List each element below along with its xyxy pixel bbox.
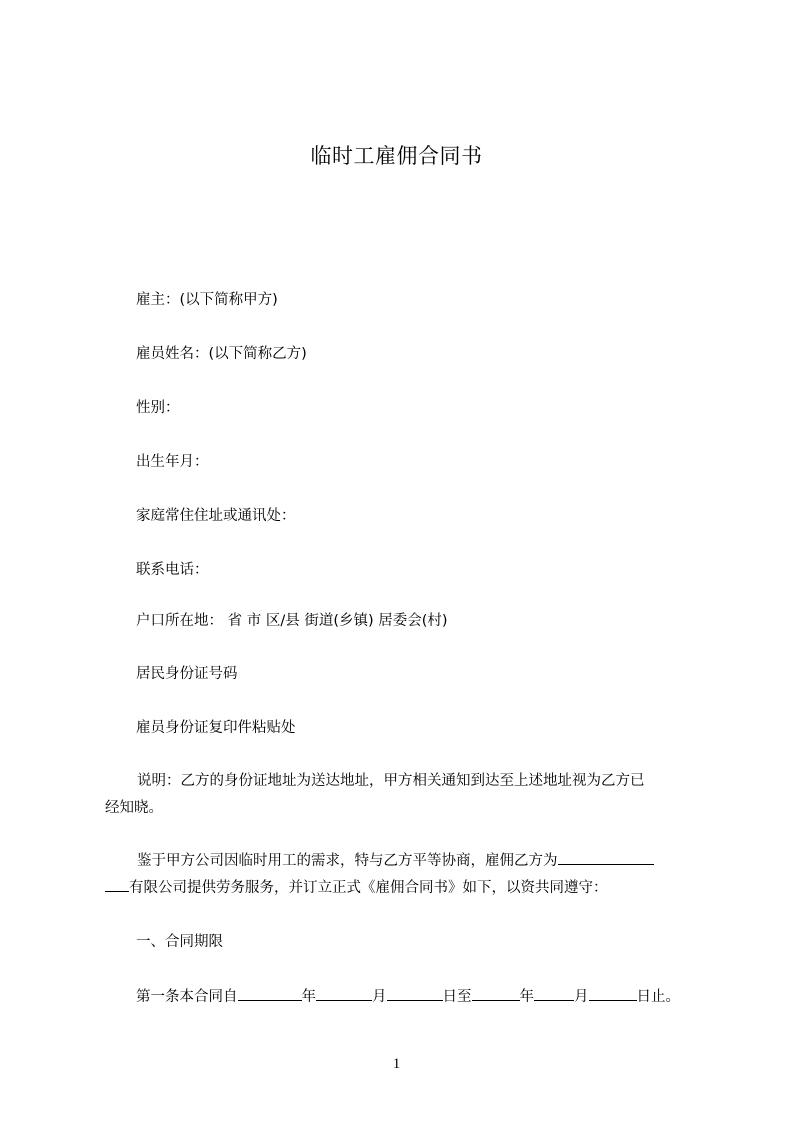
note-line-1: 说明：乙方的身份证地址为送达地址，甲方相关通知到达至上述地址视为乙方已 bbox=[137, 773, 645, 789]
preamble-text-1: 鉴于甲方公司因临时用工的需求，特与乙方平等协商，雇佣乙方为 bbox=[137, 853, 558, 869]
field-id-number: 居民身份证号码 bbox=[136, 666, 238, 682]
field-household-registration: 户口所在地： 省 市 区/县 街道(乡镇) 居委会(村) bbox=[136, 613, 448, 629]
field-home-address: 家庭常住住址或通讯处： bbox=[136, 508, 296, 524]
preamble-line-1 bbox=[105, 848, 705, 875]
article-1-day-end: 日止。 bbox=[636, 989, 680, 1005]
field-birth-date: 出生年月： bbox=[136, 454, 209, 470]
blank-start-day bbox=[387, 986, 443, 1001]
blank-company-name-cont bbox=[105, 877, 129, 892]
article-1-prefix: 第一条本合同自 bbox=[136, 989, 238, 1005]
field-gender: 性别： bbox=[136, 400, 180, 416]
note-paragraph bbox=[105, 768, 705, 822]
blank-company-name bbox=[558, 850, 654, 865]
field-employer: 雇主：(以下简称甲方) bbox=[136, 292, 278, 308]
preamble-text-2: 有限公司提供劳务服务，并订立正式《雇佣合同书》如下，以资共同遵守： bbox=[129, 880, 608, 896]
note-line-2: 经知晓。 bbox=[105, 800, 163, 816]
article-1 bbox=[136, 986, 680, 1007]
field-employee-name: 雇员姓名：(以下简称乙方) bbox=[136, 346, 307, 362]
article-1-month-1: 月 bbox=[372, 989, 387, 1005]
preamble-line-2 bbox=[105, 875, 705, 902]
blank-start-month bbox=[316, 986, 372, 1001]
article-1-year-2: 年 bbox=[519, 989, 534, 1005]
article-1-month-2: 月 bbox=[574, 989, 589, 1005]
section-heading-contract-term: 一、合同期限 bbox=[136, 934, 223, 950]
blank-end-year bbox=[472, 986, 520, 1001]
blank-start-year bbox=[238, 986, 302, 1001]
field-id-copy-area: 雇员身份证复印件粘贴处 bbox=[136, 720, 296, 736]
blank-end-day bbox=[589, 986, 637, 1001]
field-phone: 联系电话： bbox=[136, 562, 209, 578]
article-1-year-1: 年 bbox=[301, 989, 316, 1005]
preamble-paragraph bbox=[105, 848, 705, 902]
blank-end-month bbox=[534, 986, 574, 1001]
page-number: 1 bbox=[392, 1056, 401, 1072]
article-1-day-to: 日至 bbox=[442, 989, 472, 1005]
document-title: 临时工雇佣合同书 bbox=[310, 144, 483, 168]
